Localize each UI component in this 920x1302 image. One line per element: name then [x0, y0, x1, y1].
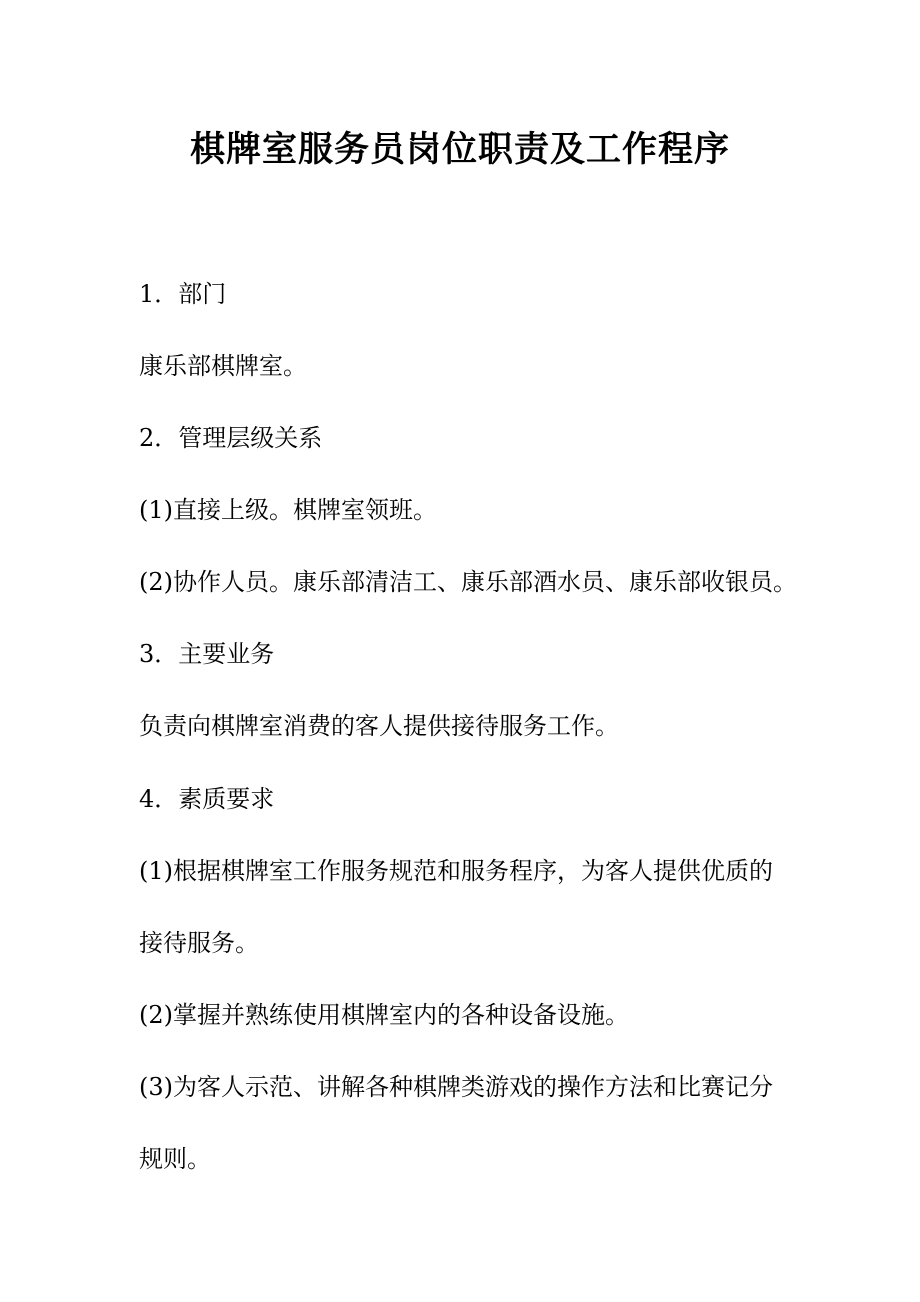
paragraph-collaborators: (2)协作人员。康乐部清洁工、康乐部酒水员、康乐部收银员。 [139, 568, 797, 596]
section-heading-main-business: 3．主要业务 [139, 640, 275, 668]
paragraph-requirement-3-line-2: 规则。 [139, 1145, 211, 1173]
paragraph-requirement-1-line-2: 接待服务。 [139, 929, 259, 957]
section-heading-requirements: 4．素质要求 [139, 785, 275, 813]
paragraph-main-business: 负责向棋牌室消费的客人提供接待服务工作。 [139, 712, 619, 740]
paragraph-superior: (1)直接上级。棋牌室领班。 [139, 496, 437, 524]
document-title: 棋牌室服务员岗位职责及工作程序 [189, 130, 730, 170]
paragraph-requirement-3-line-1: (3)为客人示范、讲解各种棋牌类游戏的操作方法和比赛记分 [139, 1073, 773, 1101]
section-heading-department: 1．部门 [139, 280, 227, 308]
paragraph-department: 康乐部棋牌室。 [139, 352, 307, 380]
paragraph-requirement-1-line-1: (1)根据棋牌室工作服务规范和服务程序，为客人提供优质的 [139, 857, 773, 885]
paragraph-requirement-2: (2)掌握并熟练使用棋牌室内的各种设备设施。 [139, 1001, 629, 1029]
section-heading-management: 2．管理层级关系 [139, 424, 323, 452]
